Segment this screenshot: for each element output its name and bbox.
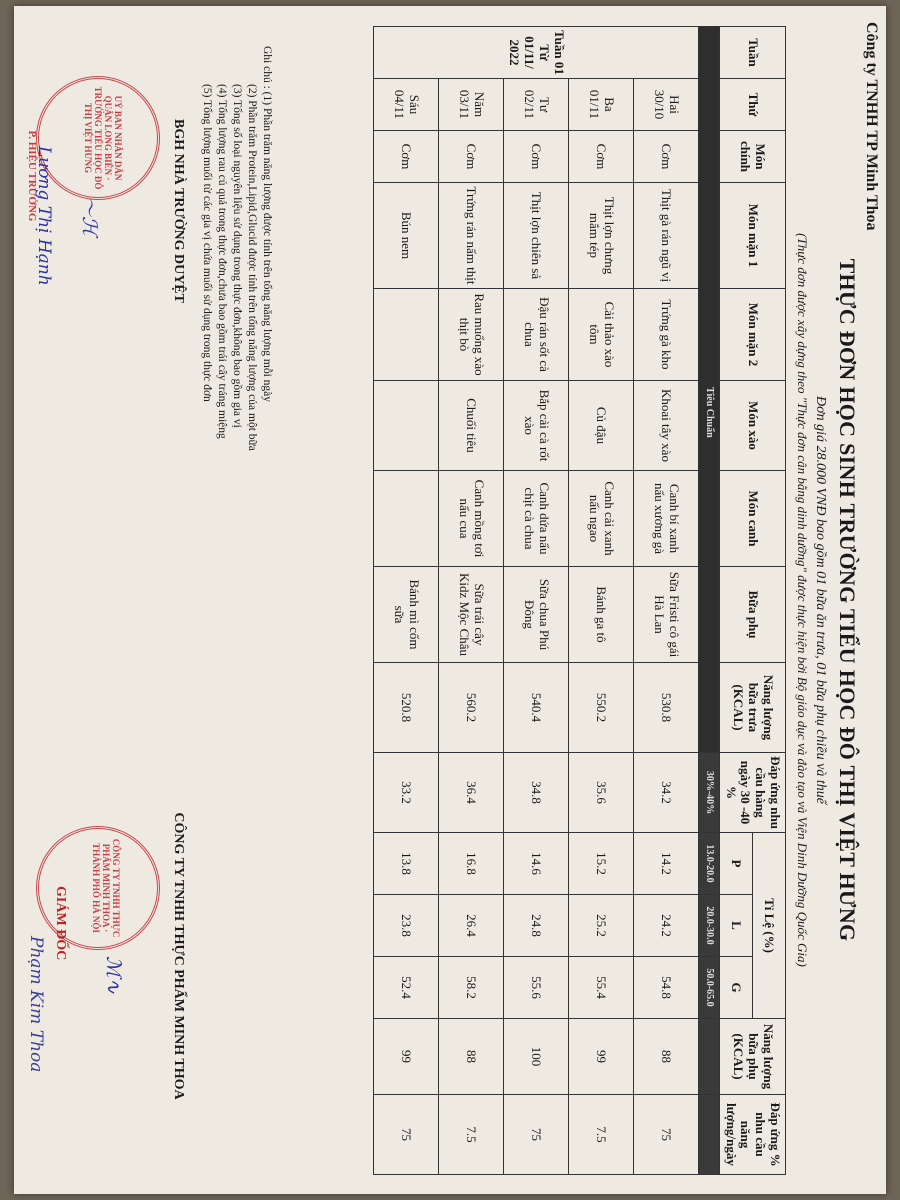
header-thu: Thứ (720, 79, 786, 131)
header-tuan: Tuần (720, 27, 786, 79)
school-signer-name: Lương Thị Hạnh (34, 146, 54, 286)
header-man1: Món mặn 1 (720, 183, 786, 289)
cell-mon-chinh: Cơm (634, 131, 699, 183)
cell-nl: 530.8 (634, 663, 699, 753)
table-row (439, 27, 504, 1175)
header-nang-luong: Năng lượng bữa trưa (KCAL) (720, 663, 786, 753)
cell-xao (374, 381, 439, 471)
cell-l: 23.8 (374, 895, 439, 957)
standard-blank (699, 1019, 720, 1095)
menu-table (373, 26, 786, 1175)
header-xao: Món xào (720, 381, 786, 471)
cell-nl: 540.4 (504, 663, 569, 753)
cell-man1: Thịt gà rán ngũ vị (634, 183, 699, 289)
document-paper (14, 6, 886, 1194)
school-stamp-text: UỶ BAN NHÂN DÂN QUẬN LONG BIÊN · TRƯỜNG TIỂU HỌC ĐÔ THỊ VIỆT HƯNG (83, 86, 123, 190)
cell-l: 25.2 (569, 895, 634, 957)
cell-mon-chinh: Cơm (569, 131, 634, 183)
week-cell: Tuần 01 Từ 01/11/ 2022 (374, 27, 699, 79)
table-row (504, 27, 569, 1175)
cell-nl-phu: 100 (504, 1019, 569, 1095)
standard-g: 50.0-65.0 (699, 957, 720, 1019)
cell-dap-ung-phu: 75 (504, 1095, 569, 1175)
cell-canh (374, 471, 439, 567)
header-man2: Món mặn 2 (720, 289, 786, 381)
cell-thu: Hai 30/10 (634, 79, 699, 131)
cell-mon-chinh: Cơm (504, 131, 569, 183)
cell-dap-ung: 34.8 (504, 753, 569, 833)
header-l: L (720, 895, 753, 957)
header-mon-chinh: Món chính (720, 131, 786, 183)
company-signer-role: GIÁM ĐỐC (53, 886, 68, 961)
cell-bua-phu: Bánh mì cốm sữa (374, 567, 439, 663)
note-line: (5) Tổng lượng muối từ các gia vị chứa muối sử dụng trong thực đơn (201, 84, 214, 402)
cell-bua-phu: Bánh ga tô (569, 567, 634, 663)
cell-dap-ung-phu: 75 (374, 1095, 439, 1175)
cell-nl: 520.8 (374, 663, 439, 753)
cell-nl: 560.2 (439, 663, 504, 753)
cell-canh: Canh cải xanh nấu ngao (569, 471, 634, 567)
cell-man1: Thịt lợn chiên sả (504, 183, 569, 289)
cell-canh: Canh mồng tơi nấu cua (439, 471, 504, 567)
document-title: THỰC ĐƠN HỌC SINH TRƯỜNG TIỂU HỌC ĐÔ THỊ VIỆT HƯNG (835, 258, 860, 942)
cell-thu: Ba 01/11 (569, 79, 634, 131)
header-dap-ung: Đáp ứng nhu cầu hàng ngày 30 -40 % (720, 753, 786, 833)
cell-dap-ung-phu: 7.5 (569, 1095, 634, 1175)
cell-man2: Cải thảo xào tôm (569, 289, 634, 381)
header-canh: Món canh (720, 471, 786, 567)
rotated-document (14, 6, 886, 1194)
note-line: (4) Tổng lượng rau củ quả trong thực đơn,chưa bao gồm trái cây tráng miệng (216, 84, 229, 439)
standard-label: Tiêu Chuẩn (699, 27, 720, 753)
standard-blank (699, 1095, 720, 1175)
cell-thu: Năm 03/11 (439, 79, 504, 131)
price-subtitle: Đơn giá 28.000 VNĐ bao gồm 01 bữa ăn trưa, 01 bữa phụ chiều và thuế (813, 396, 828, 804)
school-signer-role: P. HIỆU TRƯỞNG (26, 130, 38, 222)
standard-row (699, 27, 720, 1175)
cell-g: 55.4 (569, 957, 634, 1019)
cell-dap-ung: 36.4 (439, 753, 504, 833)
table-row (634, 27, 699, 1175)
cell-man1: Bún nem (374, 183, 439, 289)
cell-nl: 550.2 (569, 663, 634, 753)
header-nl-phu: Năng lượng bữa phụ (KCAL) (720, 1019, 786, 1095)
cell-mon-chinh: Cơm (439, 131, 504, 183)
cell-xao: Chuối tiêu (439, 381, 504, 471)
school-stamp (36, 76, 160, 200)
cell-man2: Trứng gà kho (634, 289, 699, 381)
cell-g: 58.2 (439, 957, 504, 1019)
cell-thu: Sáu 04/11 (374, 79, 439, 131)
header-dap-ung-phu: Đáp ứng % nhu cầu năng lượng/ngày (720, 1095, 786, 1175)
cell-mon-chinh: Cơm (374, 131, 439, 183)
school-approval (170, 61, 186, 361)
cell-thu: Tư 02/11 (504, 79, 569, 131)
company-stamp-text: CÔNG TY TNHH THỰC PHẨM MINH THOA · THÀNH PHỐ HÀ NỘI (91, 838, 121, 938)
standard-dap-ung: 30%-40% (699, 753, 720, 833)
cell-l: 24.8 (504, 895, 569, 957)
cell-man2 (374, 289, 439, 381)
company-signer-name: Phạm Kim Thoa (26, 936, 46, 1073)
cell-xao: Khoai tây xào (634, 381, 699, 471)
cell-canh: Canh dứa nấu chịt cà chua (504, 471, 569, 567)
note-line: (3) Tổng số loại nguyên liệu sử dụng trong thực đơn,không bao gồm gia vị (231, 84, 244, 428)
header-g: G (720, 957, 753, 1019)
cell-g: 55.6 (504, 957, 569, 1019)
cell-man1: Thịt lợn chưng mắm tép (569, 183, 634, 289)
company-name: Công ty TNHH TP Minh Thoa (863, 22, 880, 231)
cell-nl-phu: 88 (439, 1019, 504, 1095)
company-approval (170, 786, 186, 1126)
table-row (569, 27, 634, 1175)
cell-xao: Bắp cải cà rốt xào (504, 381, 569, 471)
header-ti-le: Tỉ Lệ (%) (753, 833, 786, 1019)
cell-bua-phu: Sữa trái cây Kidz Mộc Châu (439, 567, 504, 663)
cell-g: 54.8 (634, 957, 699, 1019)
cell-dap-ung-phu: 75 (634, 1095, 699, 1175)
cell-p: 14.6 (504, 833, 569, 895)
cell-bua-phu: Sữa Fristi cô gái Hà Lan (634, 567, 699, 663)
cell-dap-ung-phu: 7.5 (439, 1095, 504, 1175)
cell-nl-phu: 99 (374, 1019, 439, 1095)
header-bua-phu: Bữa phụ (720, 567, 786, 663)
company-signature: ℳ∿ (102, 956, 126, 995)
note-line: Ghi chú : (1) Phần trăm năng lượng được tính trên tổng năng lượng mỗi ngày (261, 46, 273, 403)
table-row (374, 27, 439, 1175)
standard-p: 13.0-20.0 (699, 833, 720, 895)
standard-l: 20.0-30.0 (699, 895, 720, 957)
cell-bua-phu: Sữa chua Phú Đông (504, 567, 569, 663)
basis-subtitle: (Thực đơn được xây dựng theo "Thực đơn cân bằng dinh dưỡng" được thực hiện bởi Bộ giáo dục và đào tạo và Viện Dinh Dưỡng Quốc Gia) (795, 233, 810, 967)
cell-l: 26.4 (439, 895, 504, 957)
cell-xao: Củ đậu (569, 381, 634, 471)
cell-dap-ung: 33.2 (374, 753, 439, 833)
cell-p: 13.8 (374, 833, 439, 895)
school-signature: 〜ℋ (78, 196, 102, 236)
cell-l: 24.2 (634, 895, 699, 957)
school-approval-title: BGH NHÀ TRƯỜNG DUYỆT (171, 119, 186, 303)
cell-nl-phu: 99 (569, 1019, 634, 1095)
header-p: P (720, 833, 753, 895)
notes (199, 46, 274, 451)
cell-g: 52.4 (374, 957, 439, 1019)
cell-p: 14.2 (634, 833, 699, 895)
company-approval-title: CÔNG TY TNHH THỰC PHẨM MINH THOA (171, 812, 186, 1100)
cell-dap-ung: 34.2 (634, 753, 699, 833)
cell-p: 16.8 (439, 833, 504, 895)
cell-canh: Canh bí xanh nấu xương gà (634, 471, 699, 567)
note-line: (2) Phần trăm Protein,Lipid,Glucid được tính trên tổng năng lượng của một bữa (246, 84, 259, 451)
cell-man2: Rau muống xào thịt bò (439, 289, 504, 381)
cell-dap-ung: 35.6 (569, 753, 634, 833)
cell-man1: Trứng rán nấm thịt (439, 183, 504, 289)
cell-nl-phu: 88 (634, 1019, 699, 1095)
cell-man2: Đậu rán sốt cà chua (504, 289, 569, 381)
cell-p: 15.2 (569, 833, 634, 895)
